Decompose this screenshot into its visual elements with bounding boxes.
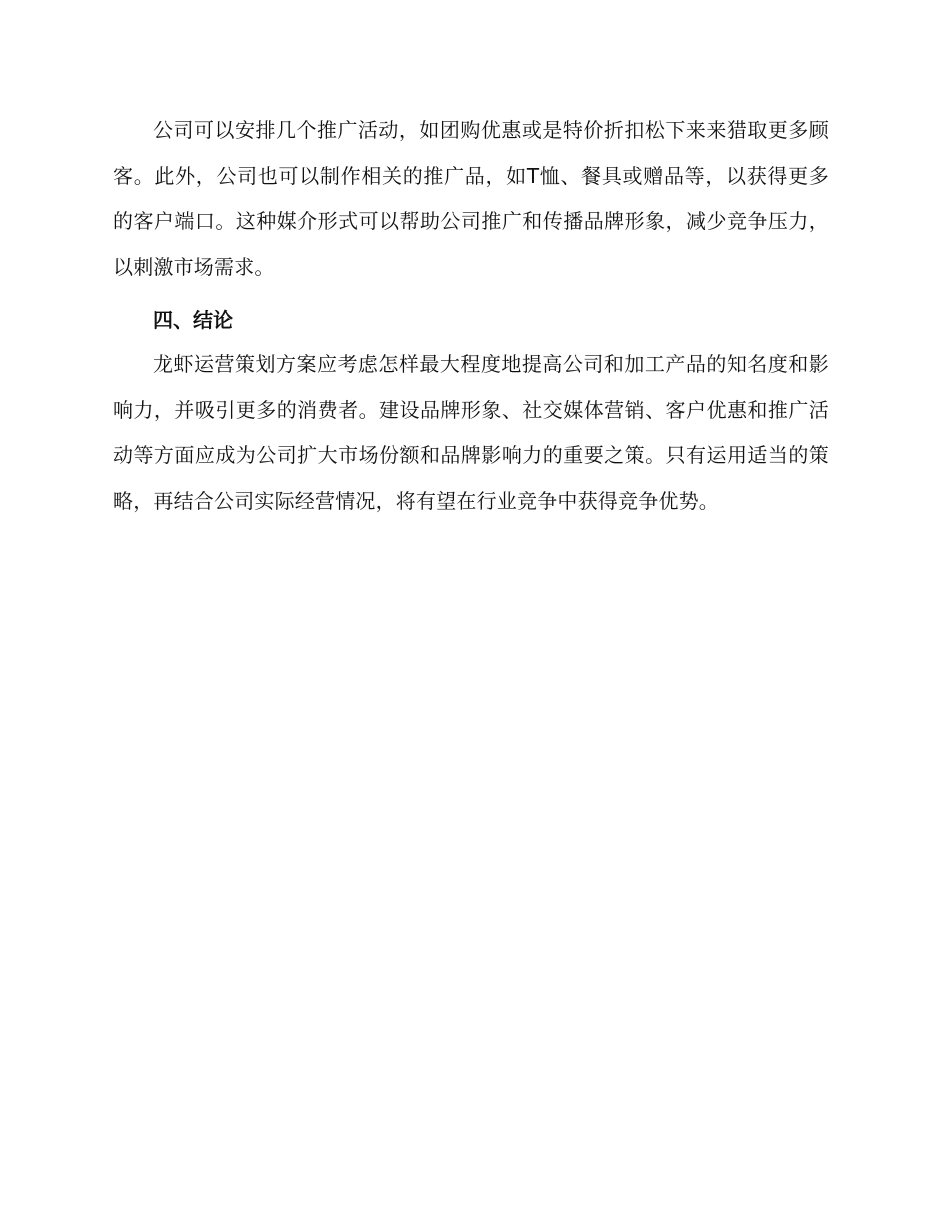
paragraph-promotion: 公司可以安排几个推广活动，如团购优惠或是特价折扣松下来来猎取更多顾客。此外，公司也可以制作相关的推广品，如T恤、餐具或赠品等，以获得更多的客户端口。这种媒介形式可以帮助公司推广和传播品牌形象，减少竞争压力，以刺激市场需求。: [113, 118, 829, 279]
document-body: [113, 108, 829, 524]
section-heading-conclusion: 四、结论: [153, 308, 233, 332]
paragraph-conclusion: 龙虾运营策划方案应考虑怎样最大程度地提高公司和加工产品的知名度和影响力，并吸引更多的消费者。建设品牌形象、社交媒体营销、客户优惠和推广活动等方面应成为公司扩大市场份额和品牌影响力的重要之策。只有运用适当的策略，再结合公司实际经营情况，将有望在行业竞争中获得竞争优势。: [113, 352, 829, 513]
